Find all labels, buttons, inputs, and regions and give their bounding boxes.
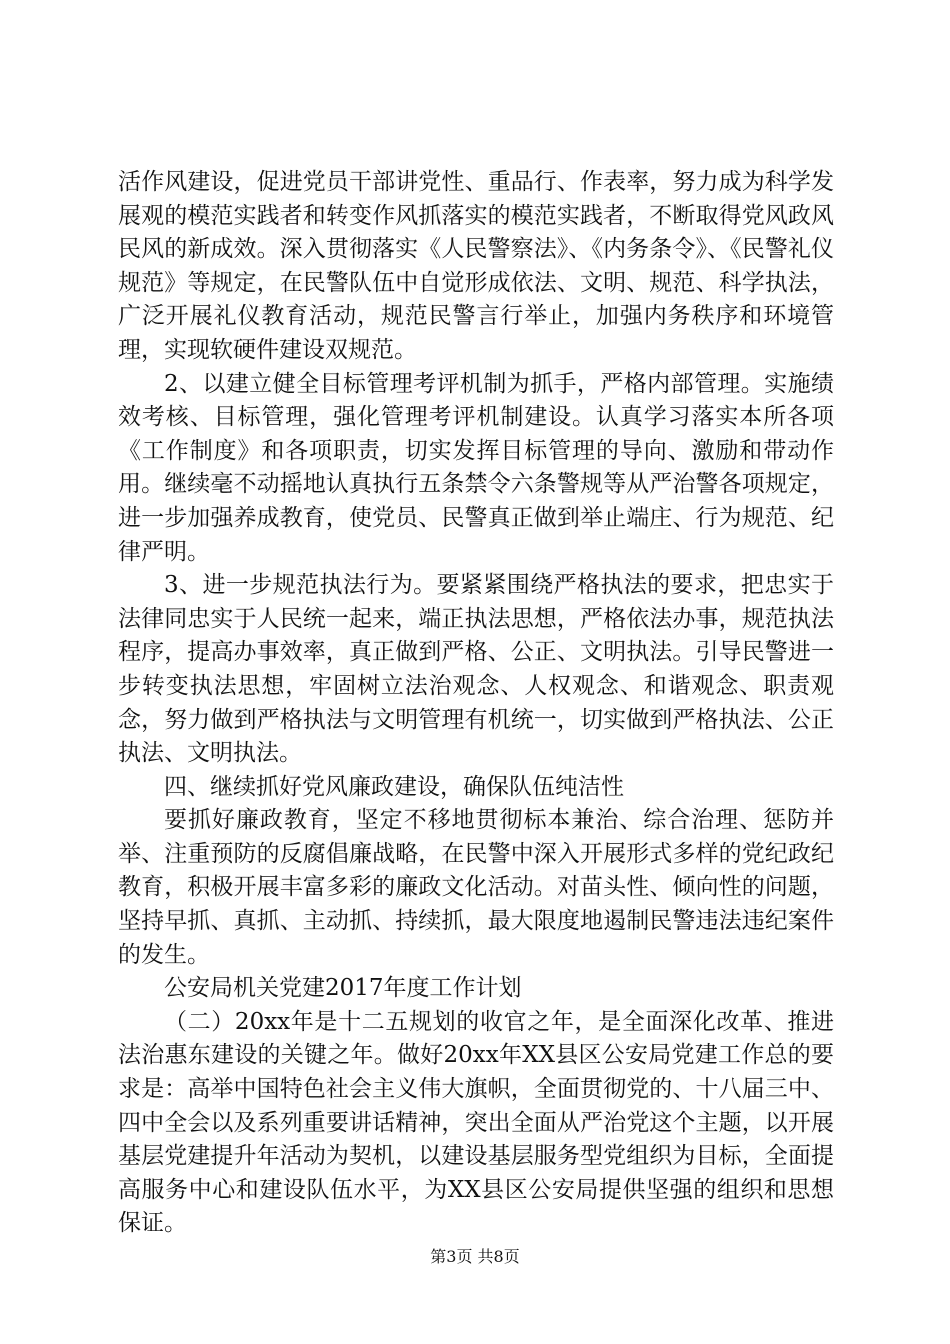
section-heading: 四、继续抓好党风廉政建设，确保队伍纯洁性 xyxy=(164,773,624,800)
document-subtitle: 公安局机关党建2017年度工作计划 xyxy=(164,975,522,1002)
page-footer: 第3页 共8页 xyxy=(430,1247,520,1266)
paragraph-5: （二）20xx年是十二五规划的收官之年，是全面深化改革、推进法治惠东建设的关键之年。做好20xx年XX县区公安局党建工作总的要求是：高举中国特色社会主义伟大旗帜，全面贯彻党的、十八届三中、四中全会以及系列重要讲话精神，突出全面从严治党这个主题，以开展基层党建提升年活动为契机，以建设基层服务型党组织为目标，全面提高服务中心和建设队伍水平，为XX县区公安局提供坚强的组织和思想保证。 xyxy=(118,1008,834,1237)
paragraph-4: 要抓好廉政教育，坚定不移地贯彻标本兼治、综合治理、惩防并举、注重预防的反腐倡廉战略，在民警中深入开展形式多样的党纪政纪教育，积极开展丰富多彩的廉政文化活动。对苗头性、倾向性的问题，坚持早抓、真抓、主动抓、持续抓，最大限度地遏制民警违法违纪案件的发生。 xyxy=(118,807,834,968)
paragraph-2: 2、以建立健全目标管理考评机制为抓手，严格内部管理。实施绩效考核、目标管理，强化管理考评机制建设。认真学习落实本所各项《工作制度》和各项职责，切实发挥目标管理的导向、激励和带动作用。继续毫不动摇地认真执行五条禁令六条警规等从严治警各项规定，进一步加强养成教育，使党员、民警真正做到举止端庄、行为规范、纪律严明。 xyxy=(118,370,834,565)
document-body xyxy=(118,166,834,1241)
paragraph-3: 3、进一步规范执法行为。要紧紧围绕严格执法的要求，把忠实于法律同忠实于人民统一起来，端正执法思想，严格依法办事，规范执法程序，提高办事效率，真正做到严格、公正、文明执法。引导民警进一步转变执法思想，牢固树立法治观念、人权观念、和谐观念、职责观念，努力做到严格执法与文明管理有机统一，切实做到严格执法、公正执法、文明执法。 xyxy=(118,572,834,767)
paragraph-1: 活作风建设，促进党员干部讲党性、重品行、作表率，努力成为科学发展观的模范实践者和转变作风抓落实的模范实践者，不断取得党风政风民风的新成效。深入贯彻落实《人民警察法》、《内务条令》、《民警礼仪规范》等规定，在民警队伍中自觉形成依法、文明、规范、科学执法，广泛开展礼仪教育活动，规范民警言行举止，加强内务秩序和环境管理，实现软硬件建设双规范。 xyxy=(118,169,834,363)
